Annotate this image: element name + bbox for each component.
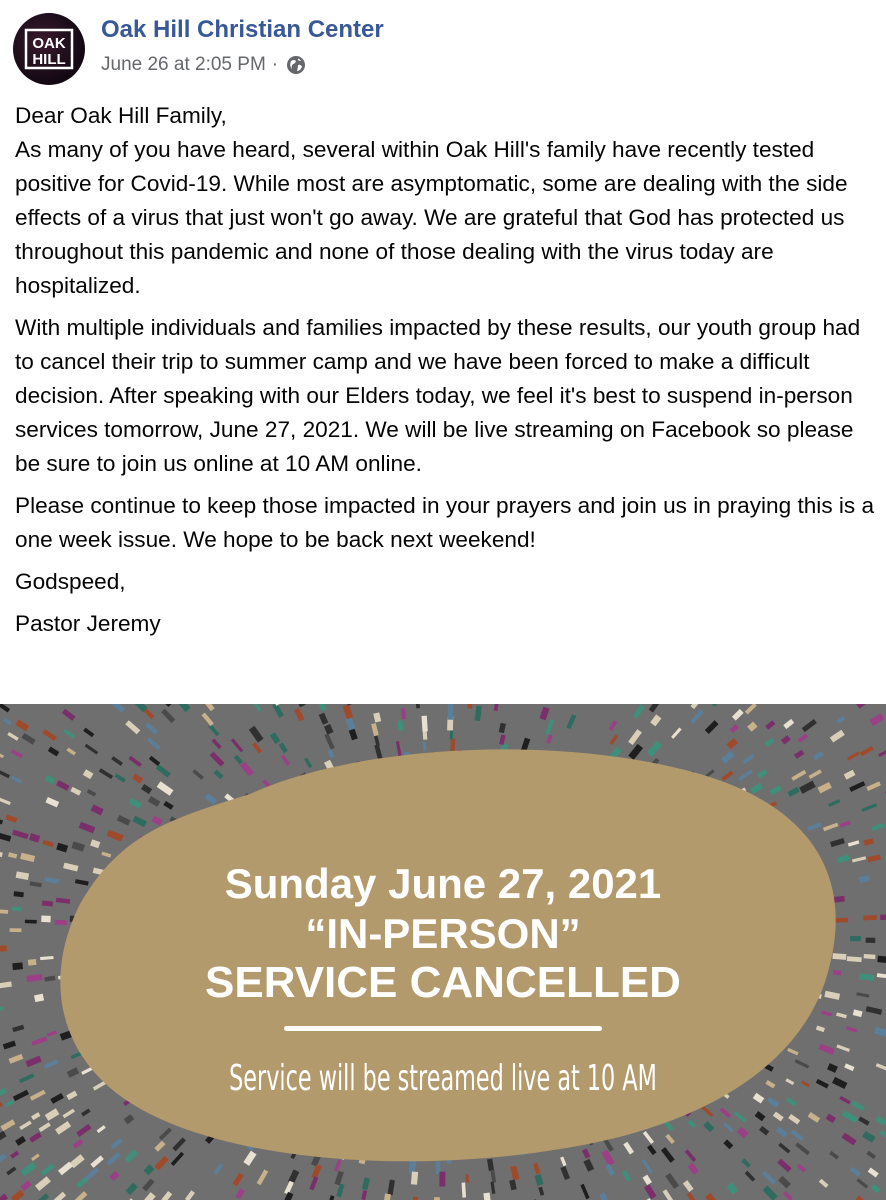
image-divider [284,1026,602,1031]
post-body [15,99,877,641]
image-line-date: Sunday June 27, 2021 [224,860,662,907]
globe-icon [286,55,306,75]
image-line-cancelled: SERVICE CANCELLED [205,958,681,1007]
svg-text:HILL: HILL [32,51,66,68]
post-greeting: Dear Oak Hill Family, [15,103,227,128]
oak-hill-logo [13,13,85,85]
image-line-stream: Service will be streamed live at 10 AM [229,1058,657,1099]
post-paragraph-1: As many of you have heard, several within Oak Hill's family have recently tested positive for Covid-19. While most are asymptomatic, some are dealing with the side effects of a virus that just won't go away. We are grateful that God has protected us throughout this pandemic and none of those dealing with the virus today are hospitalized. [15,137,848,298]
post-paragraph-3: Please continue to keep those impacted in your prayers and join us in praying this is a one week issue. We hope to be back next weekend! [15,493,875,552]
page-name-link[interactable]: Oak Hill Christian Center [101,16,384,43]
svg-text:OAK: OAK [32,35,66,52]
post-closing: Godspeed, [15,569,126,594]
post-meta [101,54,306,76]
post-signature: Pastor Jeremy [15,611,161,636]
meta-separator: · [271,54,279,75]
image-line-in-person: “IN-PERSON” [305,910,581,957]
post-header [0,0,886,96]
avatar[interactable] [13,13,85,85]
post-paragraph-2: With multiple individuals and families impacted by these results, our youth group had to cancel their trip to summer camp and we have been forced to make a difficult decision. After speaking with our Elders today, we feel it's best to suspend in-person services tomorrow, June 27, 2021. We will be live streaming on Facebook so please be sure to join us online at 10 AM online. [15,315,861,476]
post-timestamp[interactable]: June 26 at 2:05 PM [101,54,266,75]
